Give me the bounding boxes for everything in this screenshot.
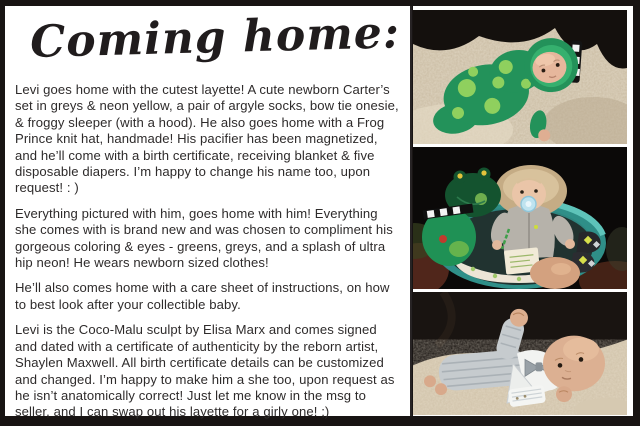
paragraph-care-sheet: He’ll also comes home with a care sheet of instructions, on how to best look after your collectible baby. [15,280,390,312]
paragraph-sculpt-details: Levi is the Coco-Malu sculpt by Elisa Marx and comes signed and dated with a certificate of authenticity by the reborn artist, Shaylen Maxwell. All birth certificate details can be customized and changed. I’m happy to make him a she too, upon request as he isn’t anatomically correct! Just let me know in the msg to seller, and I can swap out his layette for a girly one! ;) [15,322,395,420]
froggy-sleeper-illustration [413,10,627,144]
paragraph-layette: Levi goes home with the cutest layette! A cute newborn Carter’s set in greys & neon yellow, a pair of argyle socks, bow tie onesie, & froggy sleeper (with a hood). He also goes home with a Frog Prince knit hat, handmade! His pacifier has been magnetized, and he’ll come with a birth certificate, receiving blanket & five disposable diapers. I’m happy to change his name too, upon request! : ) [15,82,399,196]
text-panel [5,6,412,420]
photo-column [413,6,633,416]
photo-froggy-sleeper [413,10,627,144]
page-title: Coming home: [29,7,401,69]
layette-basket-illustration [413,147,627,289]
bowtie-outfit-illustration [413,292,627,415]
fist [556,386,572,402]
photo-layette-basket [413,147,627,289]
photo-bowtie-outfit [413,292,627,415]
froggy-sleeper-folded [422,204,476,266]
paragraph-everything-pictured: Everything pictured with him, goes home with him! Everything she comes with is brand new and was chosen to compliment his gorgeous coloring & eyes - greens, greys, and a splash of ultra hip neon! He wears newborn sized clothes! [15,205,393,271]
